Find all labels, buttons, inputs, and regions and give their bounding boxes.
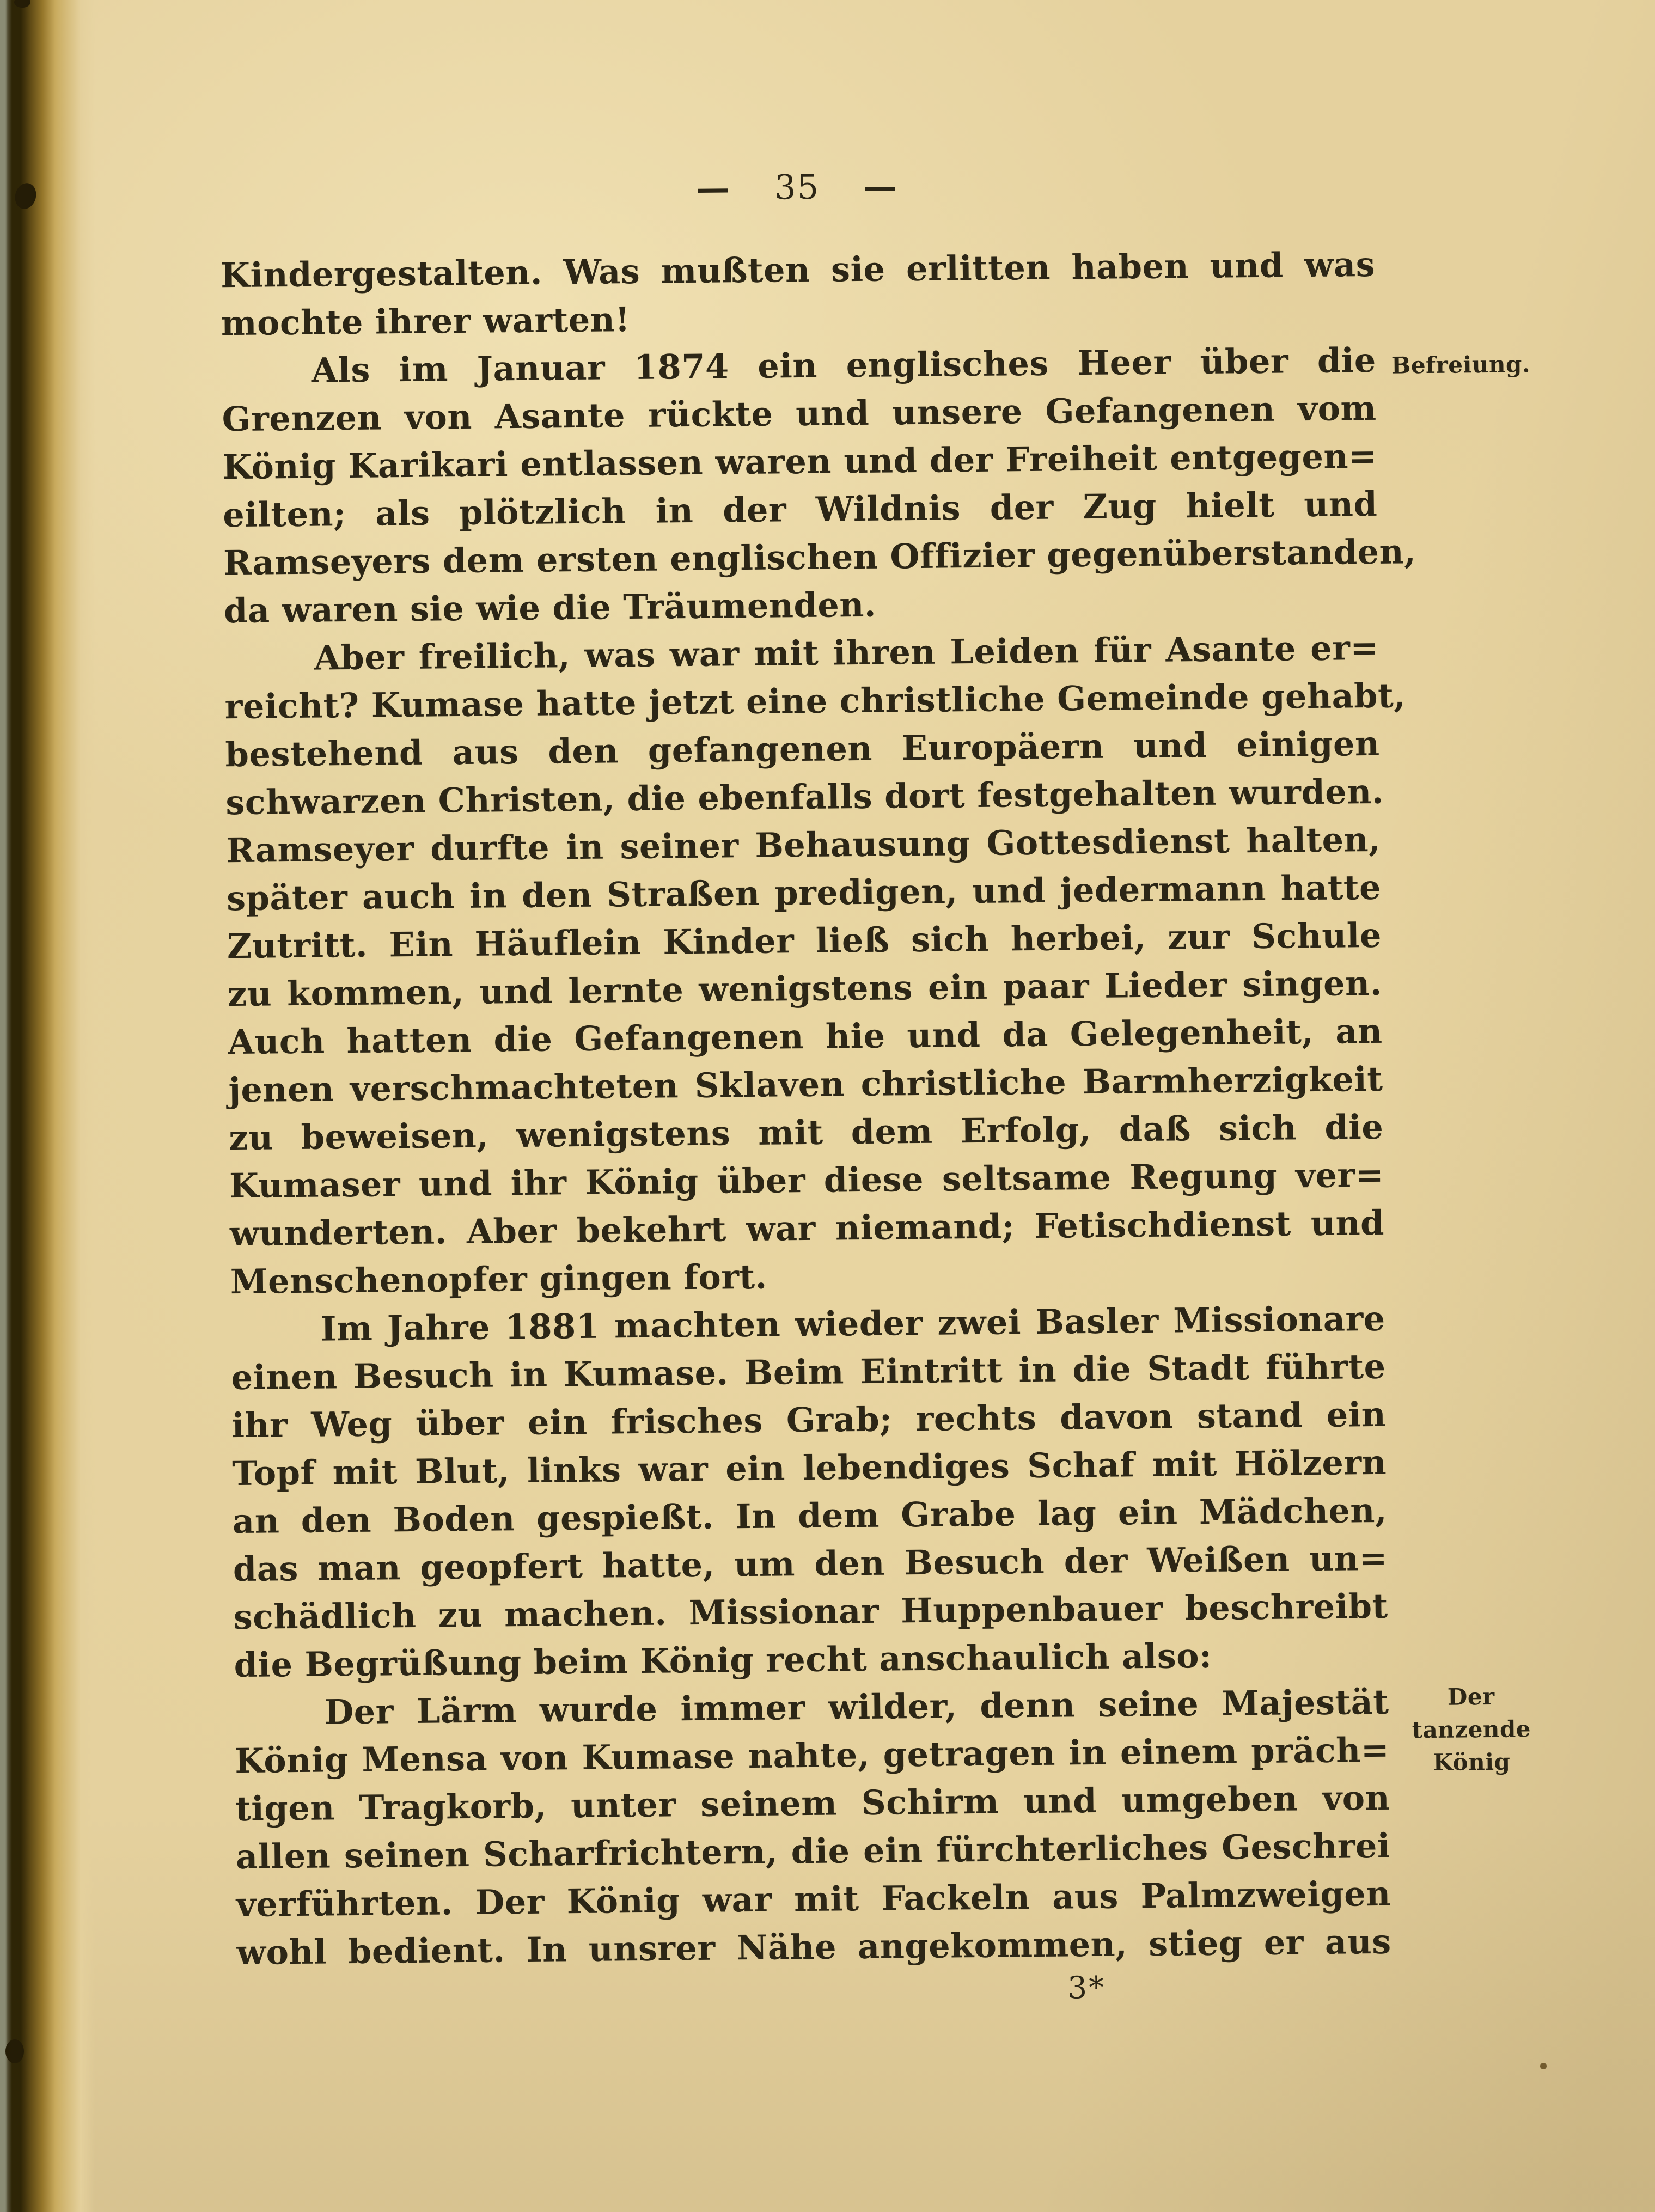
text-line: da waren sie wie die Träumenden. — [223, 584, 877, 631]
margin-note-tanzender-koenig — [1397, 1680, 1546, 1780]
page-header — [219, 158, 1375, 217]
text-line: schwarzen Christen, die ebenfalls dort festgehalten wurden. — [225, 771, 1384, 823]
text-line: verführten. Der König war mit Fackeln aus Palmzweigen — [236, 1873, 1391, 1925]
text-line: wunderten. Aber bekehrt war niemand; Fetischdienst und — [229, 1202, 1385, 1254]
body-text — [220, 241, 1416, 1977]
text-line: König Mensa von Kumase nahte, getragen in einem präch= — [234, 1730, 1390, 1781]
margin-note-line: König — [1433, 1748, 1511, 1776]
text-line: zu kommen, und lernte wenigstens ein paar Lieder singen. — [227, 963, 1383, 1015]
text-line: Kindergestalten. Was mußten sie erlitten haben und was — [220, 244, 1376, 296]
text-line: Grenzen von Asante rückte und unsere Gefangenen vom — [222, 388, 1377, 439]
margin-note-befreiung — [1391, 348, 1555, 382]
text-line: Als im Januar 1874 ein englisches Heer über die — [311, 340, 1377, 390]
text-line: das man geopfert hatte, um den Besuch der Weißen un= — [233, 1538, 1388, 1590]
text-line: allen seinen Scharfrichtern, die ein fürchterliches Geschrei — [235, 1825, 1391, 1877]
margin-note-line: tanzende — [1412, 1715, 1531, 1744]
text-line: die Begrüßung beim König recht anschaulich also: — [234, 1635, 1212, 1685]
header-dash-right: — — [863, 166, 899, 206]
text-line: Topf mit Blut, links war ein lebendiges Schaf mit Hölzern — [231, 1442, 1387, 1494]
text-line: reicht? Kumase hatte jetzt eine christliche Gemeinde gehabt, — [224, 675, 1406, 727]
margin-note-line: Der — [1447, 1683, 1495, 1710]
text-line: zu beweisen, wenigstens mit dem Erfolg, daß sich die — [228, 1107, 1384, 1158]
text-line: König Karikari entlassen waren und der Freiheit entgegen= — [222, 436, 1377, 487]
text-line: Im Jahre 1881 machten wieder zwei Basler Missionare — [320, 1298, 1385, 1349]
text-line: einen Besuch in Kumase. Beim Eintritt in die Stadt führte — [231, 1346, 1386, 1398]
text-line: später auch in den Straßen predigen, und jedermann hatte — [226, 867, 1382, 919]
text-line: Menschenopfer gingen fort. — [230, 1256, 768, 1302]
header-dash-left: — — [695, 168, 731, 208]
text-line: mochte ihrer warten! — [221, 300, 631, 344]
text-line: Ramseyer durfte in seiner Behausung Gottesdienst halten, — [225, 819, 1381, 871]
text-line: eilten; als plötzlich in der Wildnis der Zug hielt und — [223, 484, 1378, 535]
text-line: wohl bedient. In unsrer Nähe angekommen, stieg er aus — [236, 1921, 1391, 1973]
margin-note-line: Befreiung. — [1391, 351, 1531, 379]
text-line: tigen Tragkorb, unter seinem Schirm und umgeben von — [235, 1777, 1390, 1829]
text-line: jenen verschmachteten Sklaven christliche Barmherzigkeit — [228, 1059, 1383, 1110]
page-number: 35 — [774, 167, 820, 207]
text-line: Der Lärm wurde immer wilder, denn seine Majestät — [324, 1682, 1389, 1732]
text-line: ihr Weg über ein frisches Grab; rechts davon stand ein — [231, 1394, 1387, 1446]
text-line: Aber freilich, was war mit ihren Leiden für Asante er= — [314, 627, 1379, 678]
text-line: schädlich zu machen. Missionar Huppenbauer beschreibt — [233, 1586, 1389, 1637]
text-line: bestehend aus den gefangenen Europäern und einigen — [225, 723, 1380, 775]
text-line: Zutritt. Ein Häuflein Kinder ließ sich herbei, zur Schule — [227, 915, 1382, 967]
text-line: Kumaser und ihr König über diese seltsame Regung ver= — [229, 1154, 1384, 1206]
text-line: Auch hatten die Gefangenen hie und da Gelegenheit, an — [228, 1011, 1383, 1062]
text-line: an den Boden gespießt. In dem Grabe lag ein Mädchen, — [232, 1490, 1388, 1542]
footer-signature: 3* — [1067, 1970, 1106, 2006]
text-line: Ramseyers dem ersten englischen Offizier gegenüberstanden, — [223, 531, 1416, 583]
